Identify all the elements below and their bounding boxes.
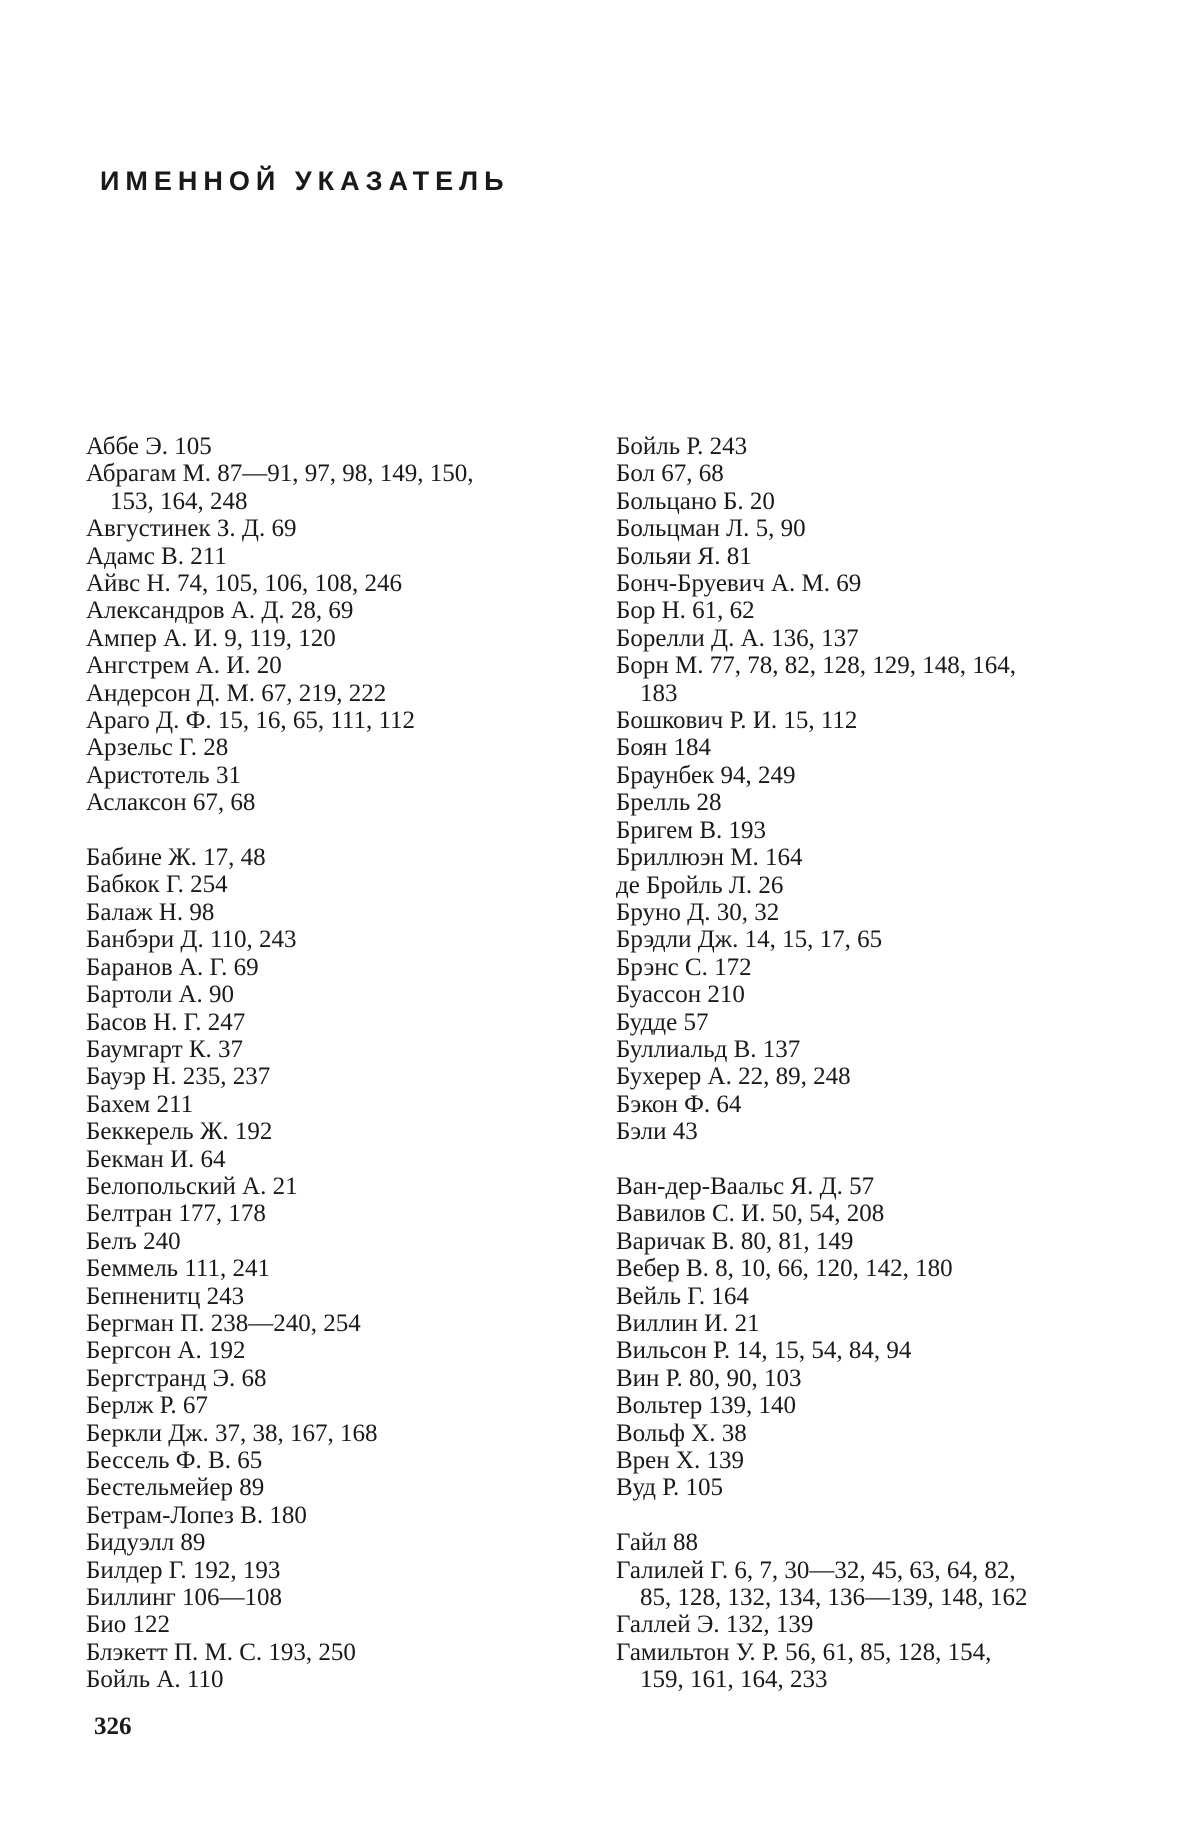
index-entry	[86, 680, 586, 707]
index-entry-text: Вольф Х. 38	[616, 1419, 747, 1447]
index-entry-text: Белопольский А. 21	[86, 1172, 298, 1200]
index-entry	[616, 762, 1116, 789]
index-entry	[616, 1557, 1116, 1612]
index-entry	[616, 1447, 1116, 1474]
index-entry-text: Александров А. Д. 28, 69	[86, 597, 354, 625]
index-entry-text: Беммель 111, 241	[86, 1255, 270, 1283]
index-entry-text: Галилей Г. 6, 7, 30—32, 45, 63, 64, 82,	[616, 1556, 1016, 1584]
index-column-left	[86, 433, 586, 1694]
index-entry-continuation: 159, 161, 164, 233	[640, 1666, 828, 1694]
index-entry	[86, 1557, 586, 1584]
index-entry-text: Бекман И. 64	[86, 1145, 226, 1173]
index-entry	[86, 954, 586, 981]
index-entry-text: Вейль Г. 164	[616, 1282, 749, 1310]
index-entry-text: Басов Н. Г. 247	[86, 1008, 246, 1036]
index-entry-text: Бауэр Н. 235, 237	[86, 1063, 271, 1091]
index-entry-text: Бергстранд Э. 68	[86, 1364, 267, 1392]
index-entry-text: Беккерель Ж. 192	[86, 1118, 273, 1146]
index-entry-text: Балаж Н. 98	[86, 898, 215, 926]
index-entry-text: Андерсон Д. М. 67, 219, 222	[86, 679, 387, 707]
index-entry	[86, 871, 586, 898]
index-entry-text: Вильсон Р. 14, 15, 54, 84, 94	[616, 1337, 912, 1365]
index-entry-text: Бергсон А. 192	[86, 1337, 246, 1365]
index-entry	[616, 1118, 1116, 1145]
index-entry	[86, 1255, 586, 1282]
index-entry	[86, 1283, 586, 1310]
index-entry-text: Бидуэлл 89	[86, 1529, 206, 1557]
index-entry	[616, 1063, 1116, 1090]
index-entry	[86, 1420, 586, 1447]
index-entry	[86, 926, 586, 953]
index-entry-text: Баранов А. Г. 69	[86, 953, 259, 981]
index-entry	[86, 460, 586, 515]
index-entry	[86, 1228, 586, 1255]
index-entry	[616, 1310, 1116, 1337]
index-entry-text: Буллиальд В. 137	[616, 1035, 801, 1063]
index-entry-text: Беркли Дж. 37, 38, 167, 168	[86, 1419, 378, 1447]
index-entry-text: Бестельмейер 89	[86, 1474, 265, 1502]
index-entry-text: Аристотель 31	[86, 761, 241, 789]
index-column-right	[616, 433, 1116, 1694]
index-entry	[86, 652, 586, 679]
index-entry-text: Бепненитц 243	[86, 1282, 245, 1310]
index-entry-text: Врен Х. 139	[616, 1447, 744, 1475]
index-entry-text: де Бройль Л. 26	[616, 871, 784, 899]
index-entry	[86, 1666, 586, 1693]
index-entry-text: Арзельс Г. 28	[86, 734, 229, 762]
index-entry	[86, 1639, 586, 1666]
index-entry	[616, 597, 1116, 624]
index-entry-text: Вин Р. 80, 90, 103	[616, 1364, 802, 1392]
index-entry	[86, 981, 586, 1008]
index-entry	[616, 1529, 1116, 1556]
index-entry	[616, 844, 1116, 871]
index-entry	[86, 433, 586, 460]
index-entry-text: Брэдли Дж. 14, 15, 17, 65	[616, 926, 883, 954]
group-separator	[86, 817, 586, 844]
index-entry	[86, 597, 586, 624]
index-entry-text: Белъ 240	[86, 1227, 181, 1255]
index-entry-text: Айвс Н. 74, 105, 106, 108, 246	[86, 570, 402, 598]
index-entry-text: Биллинг 106—108	[86, 1584, 282, 1612]
index-entry	[616, 1420, 1116, 1447]
index-entry-text: Больяи Я. 81	[616, 542, 752, 570]
index-entry	[86, 1310, 586, 1337]
index-entry	[616, 488, 1116, 515]
index-entry	[86, 707, 586, 734]
index-entry-text: Ампер А. И. 9, 119, 120	[86, 624, 336, 652]
index-entry	[86, 1447, 586, 1474]
index-entry	[86, 1365, 586, 1392]
index-entry-text: Будде 57	[616, 1008, 709, 1036]
index-entry	[86, 625, 586, 652]
index-entry-text: Бойль Р. 243	[616, 433, 748, 460]
index-entry	[616, 460, 1116, 487]
index-entry-text: Бригем В. 193	[616, 816, 766, 844]
index-entry	[616, 515, 1116, 542]
index-entry-text: Больцман Л. 5, 90	[616, 515, 806, 543]
index-entry-continuation: 183	[640, 679, 678, 707]
index-entry	[616, 926, 1116, 953]
index-entry	[616, 543, 1116, 570]
index-entry	[86, 1200, 586, 1227]
index-entry	[616, 872, 1116, 899]
index-entry-text: Варичак В. 80, 81, 149	[616, 1227, 854, 1255]
index-entry	[86, 1091, 586, 1118]
index-entry-text: Бессель Ф. В. 65	[86, 1447, 263, 1475]
index-entry-text: Билдер Г. 192, 193	[86, 1556, 281, 1584]
index-entry	[86, 1611, 586, 1638]
index-entry	[616, 1611, 1116, 1638]
index-entry	[86, 1173, 586, 1200]
index-entry	[616, 1283, 1116, 1310]
index-entry-text: Больцано Б. 20	[616, 487, 775, 515]
index-entry	[86, 1118, 586, 1145]
index-entry-text: Бор Н. 61, 62	[616, 597, 755, 625]
index-entry-text: Аслаксон 67, 68	[86, 789, 256, 817]
index-entry-text: Адамс В. 211	[86, 542, 227, 570]
index-entry	[616, 1009, 1116, 1036]
index-entry-text: Виллин И. 21	[616, 1309, 760, 1337]
index-entry-text: Августинек З. Д. 69	[86, 515, 297, 543]
index-entry	[86, 543, 586, 570]
index-entry-text: Бабине Ж. 17, 48	[86, 844, 266, 872]
index-entry-text: Ангстрем А. И. 20	[86, 652, 282, 680]
index-entry	[616, 1091, 1116, 1118]
index-entry	[86, 844, 586, 871]
page-title: ИМЕННОЙ УКАЗАТЕЛЬ	[100, 166, 510, 196]
group-separator	[616, 1502, 1116, 1529]
index-entry	[616, 1173, 1116, 1200]
index-entry	[616, 1337, 1116, 1364]
index-entry	[616, 789, 1116, 816]
index-entry	[616, 570, 1116, 597]
index-entry	[86, 1502, 586, 1529]
index-entry	[86, 789, 586, 816]
index-entry-text: Бойль А. 110	[86, 1666, 224, 1694]
index-entry-text: Банбэри Д. 110, 243	[86, 926, 297, 954]
index-entry-text: Брэнс С. 172	[616, 953, 752, 981]
index-entry-text: Бонч-Бруевич А. М. 69	[616, 570, 862, 598]
index-entry	[86, 570, 586, 597]
index-entry	[86, 1529, 586, 1556]
index-entry-text: Бошкович Р. И. 15, 112	[616, 707, 858, 735]
index-entry-text: Бабкок Г. 254	[86, 871, 228, 899]
index-entry-text: Вавилов С. И. 50, 54, 208	[616, 1200, 885, 1228]
index-entry	[616, 1255, 1116, 1282]
index-entry-text: Гамильтон У. Р. 56, 61, 85, 128, 154,	[616, 1638, 992, 1666]
index-entry-text: Гайл 88	[616, 1529, 699, 1557]
index-entry-text: Галлей Э. 132, 139	[616, 1611, 814, 1639]
index-entry-continuation: 85, 128, 132, 134, 136—139, 148, 162	[640, 1584, 1028, 1612]
index-entry-text: Бэкон Ф. 64	[616, 1090, 742, 1118]
index-entry	[86, 1474, 586, 1501]
index-entry	[86, 1009, 586, 1036]
index-entry-text: Бетрам-Лопез В. 180	[86, 1501, 307, 1529]
index-entry	[86, 734, 586, 761]
index-entry-text: Борелли Д. А. 136, 137	[616, 624, 859, 652]
index-entry-text: Вуд Р. 105	[616, 1474, 724, 1502]
index-entry	[86, 762, 586, 789]
index-entry-text: Брелль 28	[616, 789, 722, 817]
page-number: 326	[94, 1713, 132, 1740]
index-entry-text: Бэли 43	[616, 1118, 698, 1146]
index-entry	[86, 1337, 586, 1364]
index-entry-text: Баумгарт К. 37	[86, 1035, 244, 1063]
index-entry-text: Бухерер А. 22, 89, 248	[616, 1063, 851, 1091]
index-entry	[616, 433, 1116, 460]
index-entry-text: Бруно Д. 30, 32	[616, 898, 780, 926]
index-entry	[616, 1639, 1116, 1694]
index-entry	[616, 899, 1116, 926]
index-entry	[616, 652, 1116, 707]
index-entry-text: Абрагам М. 87—91, 97, 98, 149, 150,	[86, 460, 474, 488]
index-entry	[616, 1200, 1116, 1227]
index-entry	[616, 625, 1116, 652]
index-entry	[616, 981, 1116, 1008]
index-entry-text: Блэкетт П. М. С. 193, 250	[86, 1638, 356, 1666]
index-entry-text: Ван-дер-Ваальс Я. Д. 57	[616, 1172, 875, 1200]
index-entry	[86, 1063, 586, 1090]
index-entry	[86, 1584, 586, 1611]
index-entry-text: Белтран 177, 178	[86, 1200, 266, 1228]
index-entry	[616, 1365, 1116, 1392]
index-entry-text: Био 122	[86, 1611, 170, 1639]
index-entry-continuation: 153, 164, 248	[110, 487, 248, 515]
index-entry-text: Вольтер 139, 140	[616, 1392, 797, 1420]
index-entry	[616, 707, 1116, 734]
index-entry-text: Буассон 210	[616, 981, 745, 1009]
index-entry-text: Бриллюэн М. 164	[616, 844, 803, 872]
index-entry-text: Вебер В. 8, 10, 66, 120, 142, 180	[616, 1255, 953, 1283]
index-entry-text: Бартоли А. 90	[86, 981, 235, 1009]
index-entry-text: Берлж Р. 67	[86, 1392, 208, 1420]
index-entry-text: Араго Д. Ф. 15, 16, 65, 111, 112	[86, 707, 416, 735]
index-entry-text: Бергман П. 238—240, 254	[86, 1309, 361, 1337]
index-entry	[86, 1036, 586, 1063]
index-entry	[86, 899, 586, 926]
index-entry-text: Бол 67, 68	[616, 460, 724, 488]
index-entry	[616, 954, 1116, 981]
index-entry	[616, 734, 1116, 761]
index-entry	[86, 1146, 586, 1173]
index-entry-text: Бахем 211	[86, 1090, 194, 1118]
index-entry-text: Боян 184	[616, 734, 712, 762]
group-separator	[616, 1146, 1116, 1173]
index-entry	[86, 1392, 586, 1419]
index-entry	[616, 1474, 1116, 1501]
index-entry-text: Браунбек 94, 249	[616, 761, 796, 789]
index-entry	[86, 515, 586, 542]
index-entry	[616, 1036, 1116, 1063]
index-entry	[616, 817, 1116, 844]
index-entry	[616, 1228, 1116, 1255]
index-entry-text: Борн М. 77, 78, 82, 128, 129, 148, 164,	[616, 652, 1016, 680]
index-entry-text: Аббе Э. 105	[86, 433, 212, 460]
index-entry	[616, 1392, 1116, 1419]
